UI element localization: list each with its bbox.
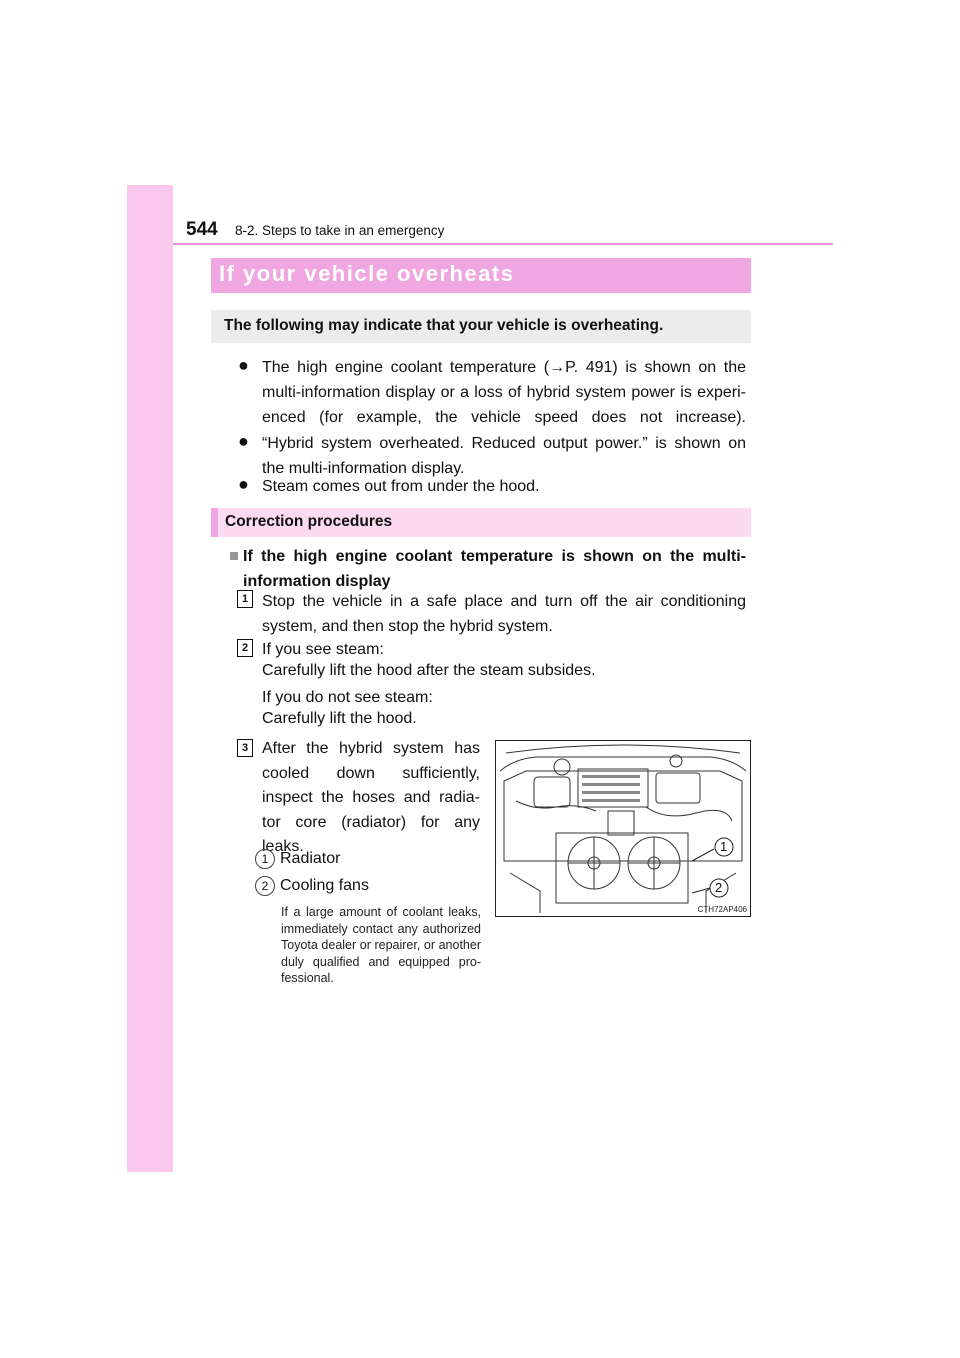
page-title-bar: [211, 258, 751, 293]
indicator-2: “Hybrid system overheated. Reduced output power.” is shown on the multi-information display.: [262, 435, 746, 477]
square-bullet-icon: [230, 552, 238, 560]
coolant-leak-note: If a large amount of coolant leaks, immediately contact any authorized Toyota dealer or repairer, or another duly qualified and equipped pro-fessional.: [281, 905, 481, 985]
step-number-box: 3: [237, 739, 253, 757]
correction-heading: Correction procedures: [225, 513, 393, 530]
callout-1-label: 1: [720, 839, 728, 854]
step-3-text: After the hybrid system has cooled down sufficiently, inspect the hoses and radia-tor core (radiator) for any leaks.: [262, 740, 480, 855]
figure-code: CTH72AP406: [697, 905, 747, 914]
section-title: 8-2. Steps to take in an emergency: [235, 223, 445, 238]
correction-subheading: If the high engine coolant temperature is shown on the multi-information display: [243, 548, 746, 590]
indicator-1: The high engine coolant temperature (→P. 491) is shown on the multi-information display or a loss of hybrid system power is experi-enced (for example, the vehicle speed does not increase).: [262, 359, 746, 426]
header-divider: [173, 243, 833, 245]
step-number-box: 1: [237, 590, 253, 608]
page-number: 544: [186, 219, 218, 240]
engine-compartment-illustration: [495, 740, 751, 917]
step-2-line-4: Carefully lift the hood.: [262, 710, 417, 727]
correction-heading-bar: [211, 508, 751, 537]
bullet-icon: ●: [238, 431, 249, 451]
callout-2-marker: 2: [255, 876, 275, 896]
step-2-line-3: If you do not see steam:: [262, 689, 433, 706]
callout-2-label: 2: [715, 880, 723, 895]
engine-bay-drawing: [496, 741, 750, 916]
step-2-line-2: Carefully lift the hood after the steam subsides.: [262, 662, 596, 679]
indicator-3: Steam comes out from under the hood.: [262, 478, 540, 495]
bullet-icon: ●: [238, 474, 249, 494]
intro-heading: The following may indicate that your vehicle is overheating.: [224, 317, 664, 334]
intro-heading-bar: [211, 310, 751, 343]
chapter-side-tab: [127, 185, 173, 1172]
part-radiator-label: Radiator: [280, 850, 341, 867]
page-title: If your vehicle overheats: [219, 261, 515, 286]
step-2-line-1: If you see steam:: [262, 641, 384, 658]
bullet-icon: ●: [238, 355, 249, 375]
callout-1-marker: 1: [255, 849, 275, 869]
heading-accent: [211, 508, 218, 537]
part-cooling-fans-label: Cooling fans: [280, 877, 369, 894]
step-1-text: Stop the vehicle in a safe place and turn off the air conditioning system, and then stop the hybrid system.: [262, 593, 746, 635]
step-number-box: 2: [237, 639, 253, 657]
